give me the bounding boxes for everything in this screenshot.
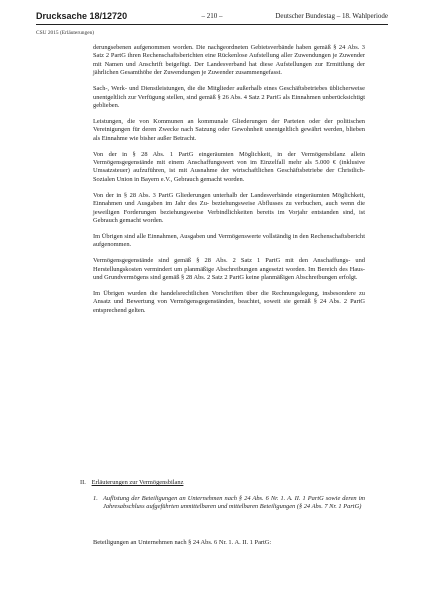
body-text (93, 44, 365, 323)
item-number: 1. (93, 495, 98, 502)
section-number: II. (80, 479, 86, 486)
paragraph: Von der in § 28 Abs. 1 PartG eingeräumten Möglichkeit, in der Vermögensbilanz allein Vermögensgegenstände mit einem Anschaffungswert von im Einzelfall mehr als 5.000 € (inklusive Umsatzsteuer) aufzuführen, ist mit Ausnahme der wirtschaftlichen Geschäftsbetriebe der Christlich-Sozialen Union in Bayern e.V., Gebrauch gemacht worden. (93, 150, 365, 183)
closing-line: Beteiligungen an Unternehmen nach § 24 Abs. 6 Nr. 1. A. II. 1 PartG: (93, 539, 272, 546)
section-title: Erläuterungen zur Vermögensbilanz (91, 479, 184, 486)
paragraph: Vermögensgegenstände sind gemäß § 28 Abs. 2 Satz 1 PartG mit den Anschaffungs- und Herstellungskosten vermindert um planmäßige Abschreibungen angesetzt worden. Im Bereich des Haus- und Grundvermögens sind gemäß § 28 Abs. 2 Satz 2 PartG keine planmäßigen Abschreibungen erfolgt. (93, 257, 365, 281)
header-rule (36, 24, 388, 25)
document-id: Drucksache 18/12720 (36, 11, 128, 21)
paragraph: Im Übrigen wurden die handelsrechtlichen Vorschriften über die Rechnungslegung, insbesondere zu Ansatz und Bewertung von Vermögensgegenständen, beachtet, soweit sie gemäß § 24 Abs. 2 PartG entsprechend gelten. (93, 289, 365, 314)
section-heading (80, 479, 183, 487)
section-sublabel: CSU 2015 (Erläuterungen) (36, 30, 95, 36)
list-item (93, 495, 365, 512)
paragraph: Im Übrigen sind alle Einnahmen, Ausgaben und Vermögenswerte vollständig in den Rechenschaftsbericht aufgenommen. (93, 232, 365, 249)
paragraph: derungsebenen aufgenommen worden. Die nachgeordneten Gebietsverbände haben gemäß § 24 Abs. 3 Satz 2 PartG ihren Rechenschaftsberichten eine Rückenlose Aufstellung aller Zuwendungen je Zuwender mit Namen und Anschrift beigefügt. Der Landesverband hat diese Aufstellungen zur Ermittlung der jährlichen Gesamthöhe der Zuwendungen je Zuwender zusammengefasst. (93, 44, 365, 77)
paragraph: Leistungen, die von Kommunen an kommunale Gliederungen der Parteien oder der politischen Vereinigungen für deren Zwecke nach Satzung oder Gewohnheit unentgeltlich gewährt werden, blieben als Einnahme wie bisher außer Betracht. (93, 117, 365, 142)
publication-title: Deutscher Bundestag – 18. Wahlperiode (275, 12, 388, 20)
item-text: Auflistung der Beteiligungen an Unternehmen nach § 24 Abs. 6 Nr. 1. A. II. 1 PartG sowie deren im Jahresabschluss aufgeführten unmittelbaren und mittelbaren Beteiligungen (§ 24 Abs. 7 Nr. 1 PartG) (103, 495, 365, 511)
page-number: – 210 – (201, 12, 223, 20)
paragraph: Sach-, Werk- und Dienstleistungen, die die Mitglieder außerhalb eines Geschäftsbetriebes üblicherweise unentgeltlich zur Verfügung stellen, sind gemäß § 26 Abs. 4 Satz 2 PartG als Einnahmen unberücksichtigt geblieben. (93, 85, 365, 109)
page-header (36, 10, 388, 22)
paragraph: Von der in § 28 Abs. 3 PartG Gliederungen unterhalb der Landesverbände eingeräumten Möglichkeit, Einnahmen und Ausgaben im Jahr des Zu- beziehungsweise Abflusses zu verbuchen, auch wenn die jeweiligen Forderungen beziehungsweise Verbindlichkeiten bereits im Vorjahr entstanden sind, ist Gebrauch gemacht worden. (93, 191, 365, 224)
